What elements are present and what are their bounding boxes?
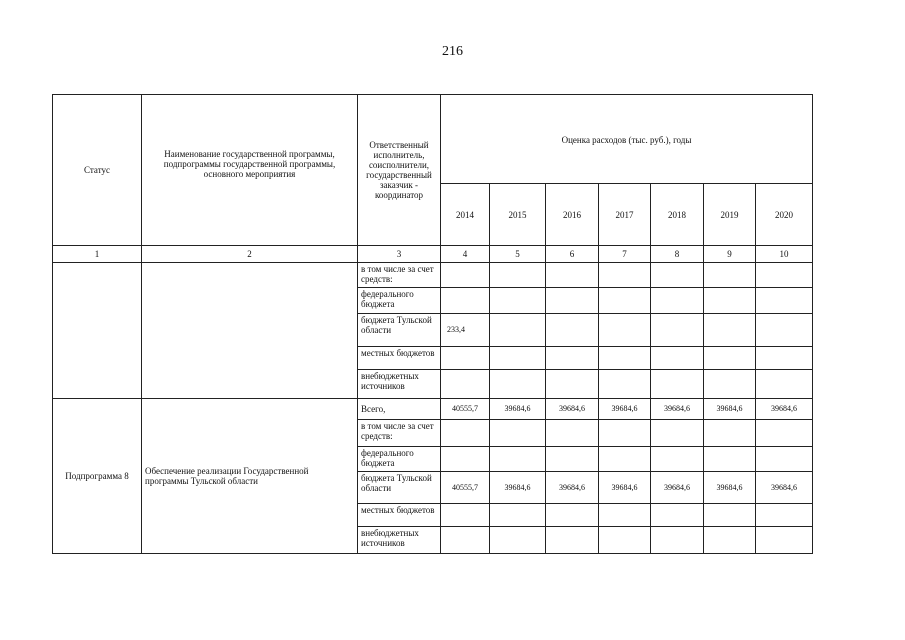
value-cell [490, 447, 546, 472]
column-number: 1 [53, 246, 142, 263]
value-cell [651, 288, 704, 314]
status-cell: Подпрограмма 8 [53, 399, 142, 554]
source-cell: местных бюджетов [358, 504, 441, 527]
value-cell [490, 370, 546, 399]
value-cell [756, 263, 813, 288]
status-cell [53, 263, 142, 399]
name-cell [142, 263, 358, 399]
value-cell [441, 527, 490, 554]
value-cell: 39684,6 [756, 399, 813, 420]
value-cell: 39684,6 [651, 472, 704, 504]
value-cell [546, 314, 599, 347]
column-number: 10 [756, 246, 813, 263]
value-cell [441, 263, 490, 288]
value-cell [599, 504, 651, 527]
table-row [53, 263, 813, 288]
value-cell [490, 314, 546, 347]
value-cell: 39684,6 [704, 472, 756, 504]
header-responsible: Ответственный исполнитель, соисполнители, государственный заказчик - координатор [358, 95, 441, 246]
value-cell [651, 370, 704, 399]
value-cell: 39684,6 [756, 472, 813, 504]
column-number-row [53, 246, 813, 263]
source-cell: Всего, [358, 399, 441, 420]
value-cell [756, 314, 813, 347]
value-cell [704, 447, 756, 472]
value-cell [546, 420, 599, 447]
value-cell [546, 263, 599, 288]
value-cell [599, 420, 651, 447]
value-cell [546, 504, 599, 527]
column-number: 9 [704, 246, 756, 263]
value-cell [490, 263, 546, 288]
value-cell [704, 347, 756, 370]
value-cell [704, 420, 756, 447]
value-cell [651, 314, 704, 347]
value-cell [704, 263, 756, 288]
value-cell [599, 370, 651, 399]
header-estimate: Оценка расходов (тыс. руб.), годы [441, 95, 813, 184]
value-cell [546, 370, 599, 399]
source-cell: в том числе за счет средств: [358, 420, 441, 447]
value-cell [651, 447, 704, 472]
value-cell [546, 347, 599, 370]
value-cell [441, 347, 490, 370]
source-cell: бюджета Тульской области [358, 472, 441, 504]
value-cell [599, 347, 651, 370]
value-cell [546, 447, 599, 472]
value-cell [490, 347, 546, 370]
value-cell [756, 370, 813, 399]
value-cell: 39684,6 [599, 472, 651, 504]
source-cell: внебюджетных источников [358, 527, 441, 554]
value-cell [441, 370, 490, 399]
column-number: 6 [546, 246, 599, 263]
value-cell [490, 504, 546, 527]
value-cell [756, 504, 813, 527]
value-cell: 39684,6 [704, 399, 756, 420]
value-cell [546, 288, 599, 314]
value-cell [599, 263, 651, 288]
value-cell [599, 447, 651, 472]
source-cell: федерального бюджета [358, 288, 441, 314]
name-cell: Обеспечение реализации Государственной программы Тульской области [142, 399, 358, 554]
value-cell [651, 420, 704, 447]
value-cell: 39684,6 [546, 472, 599, 504]
value-cell: 39684,6 [546, 399, 599, 420]
value-cell [441, 447, 490, 472]
value-cell [490, 288, 546, 314]
header-year: 2019 [704, 184, 756, 246]
value-cell [441, 288, 490, 314]
value-cell [651, 504, 704, 527]
header-year: 2016 [546, 184, 599, 246]
column-number: 8 [651, 246, 704, 263]
budget-table [52, 94, 813, 554]
value-cell [490, 527, 546, 554]
value-cell [651, 527, 704, 554]
value-cell [441, 504, 490, 527]
source-cell: федерального бюджета [358, 447, 441, 472]
source-cell: в том числе за счет средств: [358, 263, 441, 288]
value-cell [704, 288, 756, 314]
source-cell: бюджета Тульской области [358, 314, 441, 347]
column-number: 7 [599, 246, 651, 263]
header-year: 2017 [599, 184, 651, 246]
value-cell [599, 288, 651, 314]
value-cell [756, 288, 813, 314]
header-year: 2020 [756, 184, 813, 246]
source-cell: внебюджетных источников [358, 370, 441, 399]
value-cell [651, 263, 704, 288]
value-cell [599, 527, 651, 554]
value-cell [756, 420, 813, 447]
value-cell [704, 370, 756, 399]
column-number: 4 [441, 246, 490, 263]
value-cell [490, 420, 546, 447]
value-cell [704, 314, 756, 347]
page-number: 216 [442, 44, 463, 59]
value-cell: 39684,6 [651, 399, 704, 420]
value-cell: 40555,7 [441, 472, 490, 504]
column-number: 3 [358, 246, 441, 263]
value-cell: 233,4 [441, 314, 490, 347]
table-row [53, 399, 813, 420]
column-number: 2 [142, 246, 358, 263]
value-cell: 39684,6 [490, 472, 546, 504]
header-year: 2018 [651, 184, 704, 246]
value-cell: 39684,6 [599, 399, 651, 420]
value-cell [756, 527, 813, 554]
value-cell [704, 527, 756, 554]
header-status: Статус [53, 95, 142, 246]
value-cell [756, 447, 813, 472]
value-cell [599, 314, 651, 347]
value-cell [441, 420, 490, 447]
value-cell [704, 504, 756, 527]
header-year: 2014 [441, 184, 490, 246]
value-cell [756, 347, 813, 370]
column-number: 5 [490, 246, 546, 263]
header-year: 2015 [490, 184, 546, 246]
value-cell [546, 527, 599, 554]
header-name: Наименование государственной программы, подпрограммы государственной программы, основного мероприятия [142, 95, 358, 246]
value-cell: 39684,6 [490, 399, 546, 420]
value-cell: 40555,7 [441, 399, 490, 420]
source-cell: местных бюджетов [358, 347, 441, 370]
value-cell [651, 347, 704, 370]
